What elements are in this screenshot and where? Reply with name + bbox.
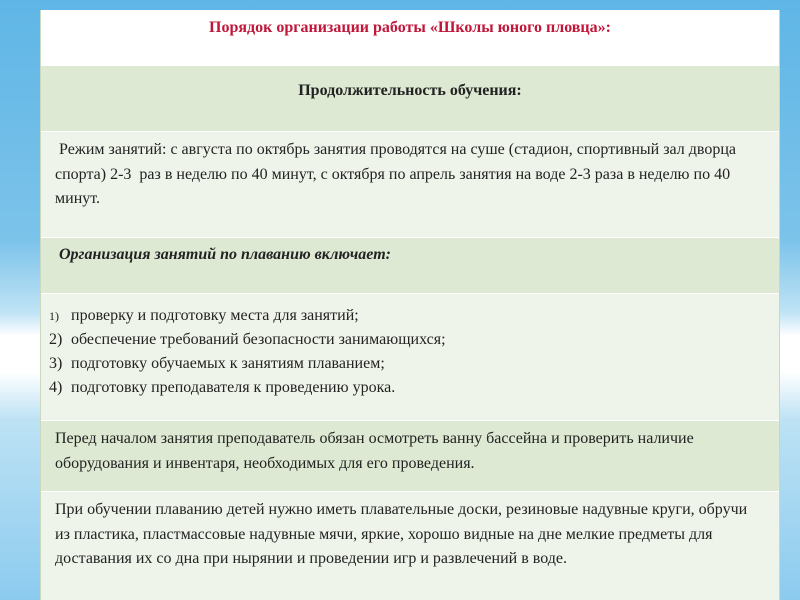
title-row: [41, 10, 779, 65]
list-item-text: подготовку преподавателя к проведению урока.: [71, 379, 396, 396]
schedule-row: [41, 131, 779, 237]
list-item: [49, 304, 446, 328]
duration-row: [41, 65, 779, 131]
schedule-text: Режим занятий: с августа по октябрь занятия проводятся на суше (стадион, спортивный зал дворца спорта) 2-3 раз в неделю по 40 минут, с октября по апрель занятия на воде 2-3 раза в неделю по 40 минут.: [55, 141, 740, 207]
organization-list-row: [41, 293, 779, 420]
list-item: [49, 328, 446, 352]
before-class-text: Перед началом занятия преподаватель обязан осмотреть ванну бассейна и проверить наличие оборудования и инвентаря, необходимых для его проведения.: [55, 430, 694, 472]
list-item-text: проверку и подготовку места для занятий;: [71, 307, 359, 324]
organization-heading: Организация занятий по плаванию включает:: [59, 246, 391, 263]
slide-title: Порядок организации работы «Школы юного пловца»:: [209, 19, 611, 36]
slide-table: [40, 10, 780, 600]
list-item-text: подготовку обучаемых к занятиям плаванием;: [71, 355, 385, 372]
organization-heading-row: [41, 237, 779, 293]
duration-heading: Продолжительность обучения:: [298, 82, 522, 99]
before-class-row: [41, 420, 779, 491]
list-item-number: 3): [49, 355, 63, 372]
equipment-row: [41, 491, 779, 600]
list-item-number: 2): [49, 331, 63, 348]
list-item: [49, 376, 446, 400]
equipment-text: При обучении плаванию детей нужно иметь плавательные доски, резиновые надувные круги, обручи из пластика, пластмассовые надувные мячи, яркие, хорошо видные на дне мелкие предметы для доставания их со дна при нырянии и проведении игр и развлечений в воде.: [55, 501, 748, 567]
list-item-number: 1): [49, 309, 59, 323]
organization-list: [49, 304, 446, 400]
list-item-text: обеспечение требований безопасности занимающихся;: [71, 331, 446, 348]
list-item: [49, 352, 446, 376]
list-item-number: 4): [49, 379, 63, 396]
